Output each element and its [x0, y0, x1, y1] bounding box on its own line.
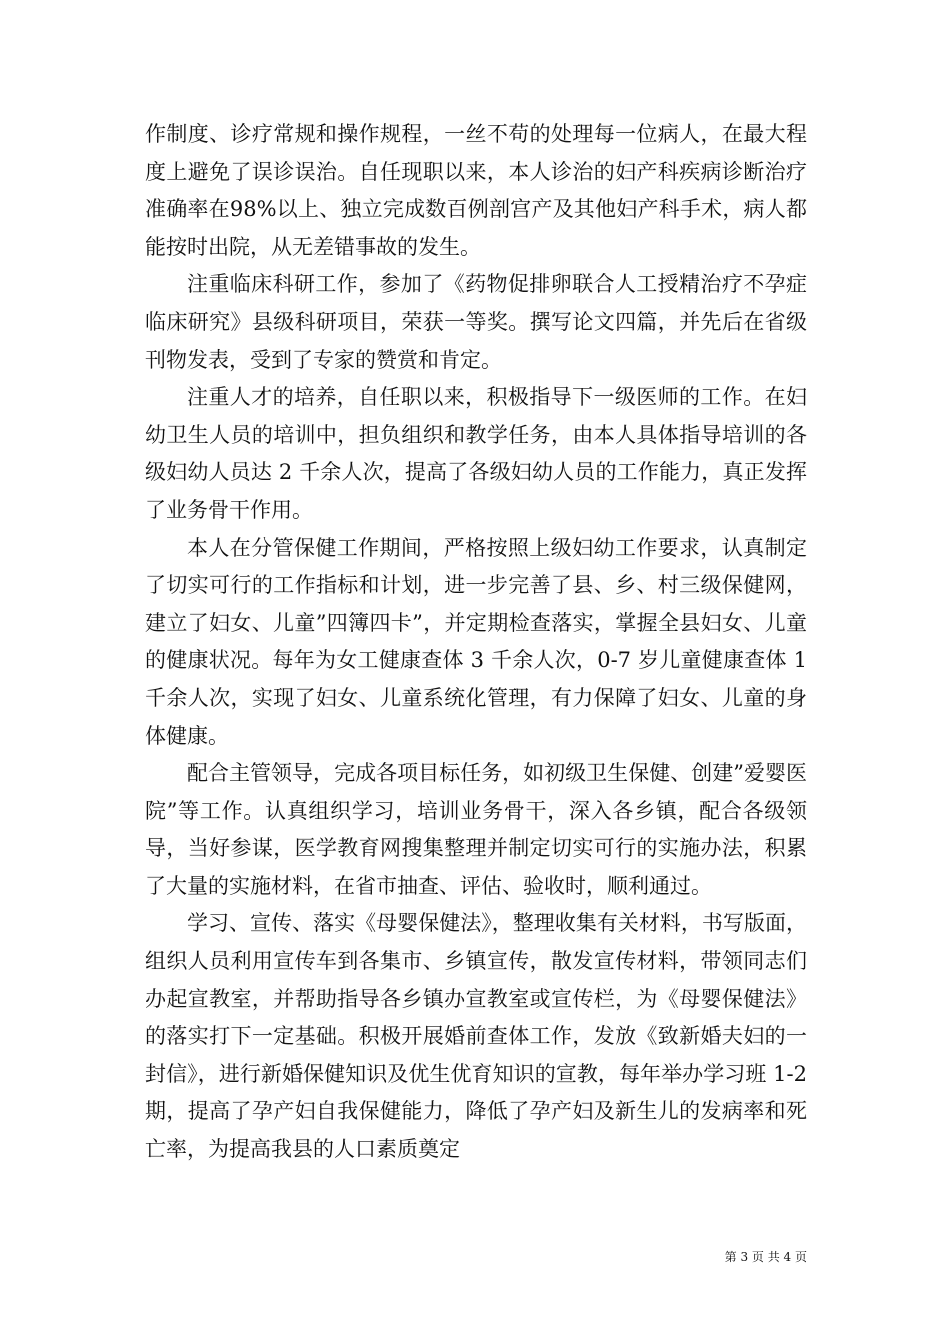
page-number-footer: 第 3 页 共 4 页 — [724, 1250, 807, 1264]
paragraph-5: 配合主管领导，完成各项目标任务，如初级卫生保健、创建”爱婴医院”等工作。认真组织学习，培训业务骨干，深入各乡镇，配合各级领导，当好参谋，医学教育网搜集整理并制定切实可行的实施办法，积累了大量的实施材料，在省市抽查、评估、验收时，顺利通过。 — [145, 761, 807, 898]
paragraph-2: 注重临床科研工作，参加了《药物促排卵联合人工授精治疗不孕症临床研究》县级科研项目，荣获一等奖。撰写论文四篇，并先后在省级刊物发表，受到了专家的赞赏和肯定。 — [145, 272, 807, 372]
paragraph-4: 本人在分管保健工作期间，严格按照上级妇幼工作要求，认真制定了切实可行的工作指标和计划，进一步完善了县、乡、村三级保健网，建立了妇女、儿童”四簿四卡”，并定期检查落实，掌握全县妇女、儿童的健康状况。每年为女工健康查体 3 千余人次，0-7 岁儿童健康查体 1 千余人次，实现了妇女、儿童系统化管理，有力保障了妇女、儿童的身体健康。 — [145, 535, 807, 748]
paragraph-6: 学习、宣传、落实《母婴保健法》，整理收集有关材料，书写版面，组织人员利用宣传车到各集市、乡镇宣传，散发宣传材料，带领同志们办起宣教室，并帮助指导各乡镇办宣教室或宣传栏，为《母婴保健法》的落实打下一定基础。积极开展婚前查体工作，发放《致新婚夫妇的一封信》，进行新婚保健知识及优生优育知识的宣教，每年举办学习班 1-2 期，提高了孕产妇自我保健能力，降低了孕产妇及新生儿的发病率和死亡率，为提高我县的人口素质奠定 — [145, 911, 807, 1162]
document-body — [145, 116, 807, 1169]
paragraph-1: 作制度、诊疗常规和操作规程，一丝不苟的处理每一位病人，在最大程度上避免了误诊误治。自任现职以来，本人诊治的妇产科疾病诊断治疗准确率在98%以上、独立完成数百例剖宫产及其他妇产科手术，病人都能按时出院，从无差错事故的发生。 — [145, 122, 807, 259]
paragraph-3: 注重人才的培养，自任职以来，积极指导下一级医师的工作。在妇幼卫生人员的培训中，担负组织和教学任务，由本人具体指导培训的各级妇幼人员达 2 千余人次，提高了各级妇幼人员的工作能力，真正发挥了业务骨干作用。 — [145, 385, 807, 522]
